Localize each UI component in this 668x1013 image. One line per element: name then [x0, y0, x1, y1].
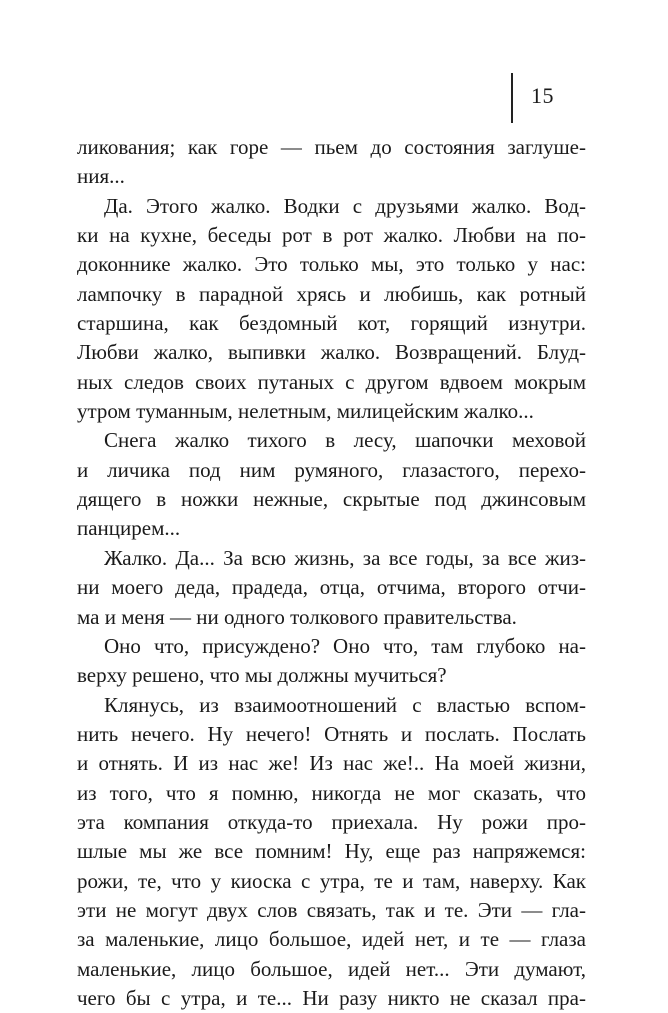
text-line: Да. Этого жалко. Водки с друзьями жалко. Вод- — [104, 193, 586, 218]
text-line: верху решено, что мы должны мучиться? — [77, 663, 447, 688]
page-number: 15 — [531, 83, 554, 108]
text-line: за маленькие, лицо большое, идей нет, и те — глаза — [77, 927, 586, 952]
text-line: эта компания откуда-то приехала. Ну рожи про- — [77, 809, 586, 834]
text-line: ни моего деда, прадеда, отца, отчима, второго отчи- — [77, 575, 586, 600]
text-line: ки на кухне, беседы рот в рот жалко. Любви на по- — [77, 223, 586, 248]
header-divider — [511, 73, 513, 123]
text-line: чего бы с утра, и те... Ни разу никто не сказал пра- — [77, 985, 586, 1010]
text-line: ния... — [77, 164, 125, 189]
text-line: панцирем... — [77, 516, 181, 541]
text-line: ных следов своих путаных с другом вдвоем мокрым — [77, 369, 586, 394]
text-line: и личика под ним румяного, глазастого, перехо- — [77, 457, 586, 482]
text-line: лампочку в парадной хрясь и любишь, как ротный — [77, 281, 586, 306]
page-header — [0, 0, 668, 130]
text-line: ма и меня — ни одного толкового правительства. — [77, 604, 517, 629]
body-text — [77, 133, 586, 1013]
text-line: рожи, те, что у киоска с утра, те и там, наверху. Как — [77, 868, 586, 893]
text-line: маленькие, лицо большое, идей нет... Эти думают, — [77, 956, 586, 981]
text-line: из того, что я помню, никогда не мог сказать, что — [77, 780, 586, 805]
text-line: Любви жалко, выпивки жалко. Возвращений. Блуд- — [77, 340, 586, 365]
text-line: доконнике жалко. Это только мы, это только у нас: — [77, 252, 586, 277]
text-line: ликования; как горе — пьем до состояния заглуше- — [77, 135, 586, 159]
text-line: нить нечего. Ну нечего! Отнять и послать. Послать — [77, 721, 586, 746]
text-line: Снега жалко тихого в лесу, шапочки меховой — [104, 428, 586, 453]
text-line: дящего в ножки нежные, скрытые под джинсовым — [77, 487, 586, 512]
text-line: Жалко. Да... За всю жизнь, за все годы, за все жиз- — [104, 545, 586, 570]
text-line: Клянусь, из взаимоотношений с властью вспом- — [104, 692, 586, 717]
text-line: шлые мы же все помним! Ну, еще раз напряжемся: — [77, 839, 586, 864]
text-line: Оно что, присуждено? Оно что, там глубоко на- — [104, 633, 586, 658]
text-line: и отнять. И из нас же! Из нас же!.. На моей жизни, — [77, 751, 586, 776]
text-line: утром туманным, нелетным, милицейским жалко... — [77, 399, 534, 424]
text-line: эти не могут двух слов связать, так и те. Эти — гла- — [77, 897, 586, 922]
text-line: старшина, как бездомный кот, горящий изнутри. — [77, 311, 586, 336]
